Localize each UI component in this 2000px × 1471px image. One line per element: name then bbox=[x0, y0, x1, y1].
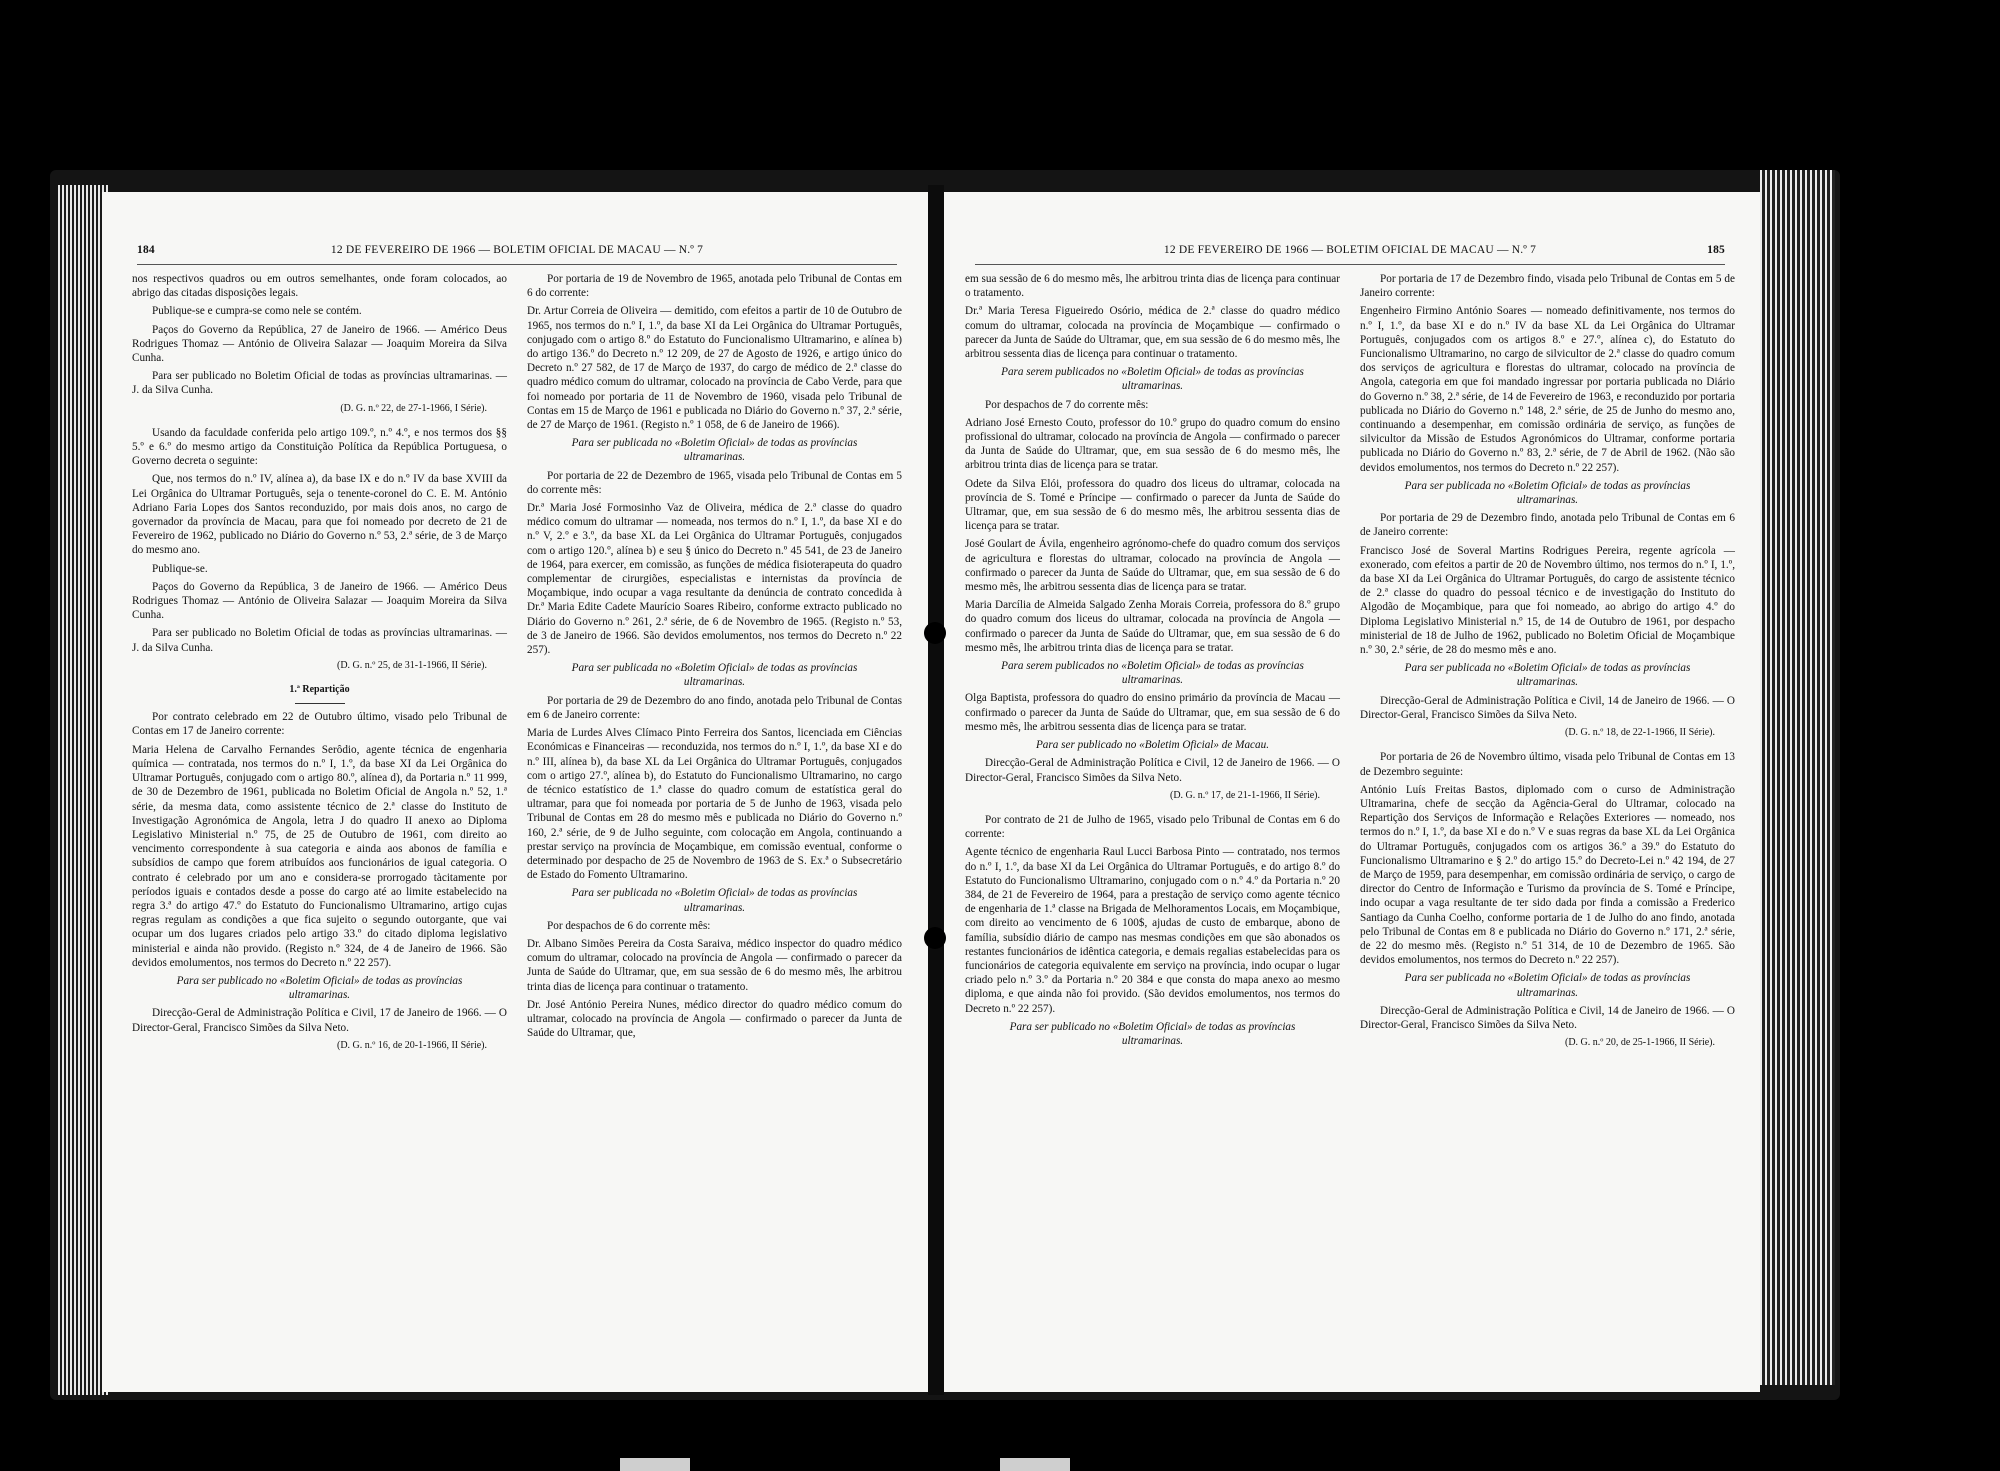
source-reference: (D. G. n.º 22, de 27-1-1966, I Série). bbox=[340, 402, 487, 414]
paragraph: Por portaria de 17 de Dezembro findo, visada pelo Tribunal de Contas em 5 de Janeiro corrente: bbox=[1360, 273, 1735, 300]
paragraph: Maria Darcília de Almeida Salgado Zenha Morais Correia, professora do 8.º grupo do quadro comum dos liceus do ultramar, colocada na província de Angola — confirmado o parecer da Junta de Saúde do Ultramar, que, em sua sessão de 6 do mesmo mês, lhe arbitrou trinta dias de licença para se tratar. bbox=[965, 599, 1340, 654]
paragraph: Para ser publicado no Boletim Oficial de todas as províncias ultramarinas. — J. da Silva Cunha. bbox=[132, 627, 507, 654]
paragraph: Olga Baptista, professora do quadro do ensino primário da província de Macau — confirmado o parecer da Junta de Saúde do Ultramar, que, em sua sessão de 6 do mesmo mês, lhe arbitrou sessenta dias de licença para se tratar. bbox=[965, 692, 1340, 733]
paragraph: Paços do Governo da República, 27 de Janeiro de 1966. — Américo Deus Rodrigues Thomaz — António de Oliveira Salazar — Joaquim Moreira da Silva Cunha. bbox=[132, 323, 507, 365]
source-reference: (D. G. n.º 16, de 20-1-1966, II Série). bbox=[336, 1039, 487, 1051]
publication-note: Para ser publicada no «Boletim Oficial» de todas as províncias ultramarinas. bbox=[571, 437, 858, 464]
paragraph: Direcção-Geral de Administração Política e Civil, 14 de Janeiro de 1966. — O Director-Geral, Francisco Simões da Silva Neto. bbox=[1360, 694, 1735, 721]
source-reference: (D. G. n.º 17, de 21-1-1966, II Série). bbox=[1169, 789, 1320, 801]
left-header-title: 12 DE FEVEREIRO DE 1966 — BOLETIM OFICIAL DE MACAU — N.º 7 bbox=[330, 244, 704, 256]
binding-hole bbox=[924, 927, 946, 949]
paragraph: Usando da faculdade conferida pelo artigo 109.º, n.º 4.º, e nos termos dos §§ 5.º e 6.º do mesmo artigo da Constituição Política da República Portuguesa, o Governo decreta o seguinte: bbox=[132, 426, 507, 468]
publication-note: Para ser publicada no «Boletim Oficial» de todas as províncias ultramarinas. bbox=[571, 662, 858, 689]
right-page bbox=[940, 192, 1760, 1392]
paragraph: Agente técnico de engenharia Raul Lucci Barbosa Pinto — contratado, nos termos do n.º I, 1.º, da base XI da Lei Orgânica do Ultramar Português, e do artigo 8.º do Estatuto do Funcionalismo Ultramarino, conjugado com o n.º 4.º da Portaria n.º 20 384, de 21 de Fevereiro de 1964, para a prestação de serviço como agente técnico de engenharia de 1.ª classe na Brigada de Melhoramentos Locais, em Moçambique, com direito ao vencimento de 6 100$, ajudas de custo de embarque, abono de família, subsídio diário de campo nas mesmas condições em que são abonados os restantes funcionários de idêntica categoria, e demais regalias estabelecidas para os funcionários de categoria equivalente em serviço na província, indo ocupar o lugar criado pelo n.º 3.º da Portaria n.º 20 384 e que consta do mapa anexo ao mesmo diploma, e que ainda não foi provido. (São devidos emolumentos, nos termos do Decreto n.º 22 257). bbox=[965, 846, 1340, 1015]
source-reference: (D. G. n.º 25, de 31-1-1966, II Série). bbox=[336, 659, 487, 671]
paragraph: Dr. Albano Simões Pereira da Costa Saraiva, médico inspector do quadro médico comum do ultramar, colocado na província de Angola — confirmado o parecer da Junta de Saúde do Ultramar, que, em sua sessão de 6 do mesmo mês, lhe arbitrou trinta dias de licença para continuar o tratamento. bbox=[527, 937, 902, 993]
paragraph: Direcção-Geral de Administração Política e Civil, 14 de Janeiro de 1966. — O Director-Geral, Francisco Simões da Silva Neto. bbox=[1360, 1004, 1735, 1031]
paragraph: Direcção-Geral de Administração Política e Civil, 17 de Janeiro de 1966. — O Director-Geral, Francisco Simões da Silva Neto. bbox=[132, 1007, 507, 1034]
paragraph: Dr.ª Maria José Formosinho Vaz de Oliveira, médica de 2.ª classe do quadro médico comum do ultramar — nomeada, nos termos do n.º I, 1.º, da base XI e do n.º V, 2.º e 3.º, da base XL da Lei Orgânica do Ultramar Português, conjugados com o artigo 120.º, alínea b) e seu § único do Decreto n.º 45 541, de 23 de Janeiro de 1964, para exercer, em comissão, as funções de médica fisioterapeuta do quadro complementar de cirurgiões, especialistas e internistas da província de Moçambique, indo ocupar a vaga resultante da denúncia de contrato concedida à Dr.ª Maria Edite Cadete Maurício Soares Ribeiro, conforme extracto publicado no Diário do Governo n.º 261, 2.ª série, de 6 de Novembro de 1965. (Registo n.º 53, de 3 de Janeiro de 1966. São devidos emolumentos, nos termos do Decreto n.º 22 257). bbox=[527, 502, 902, 657]
publication-note: Para ser publicada no «Boletim Oficial» de todas as províncias ultramarinas. bbox=[1404, 972, 1691, 999]
paragraph: António Luís Freitas Bastos, diplomado com o curso de Administração Ultramarina, chefe de secção da Agência-Geral do Ultramar, colocado na Repartição dos Serviços de Informação e Relações Exteriores — nomeado, nos termos do n.º I, 1.º, da base XI e do n.º V e suas regras da base XL da Lei Orgânica do Ultramar Português, conjugados com os artigos 36.º a 39.º do Estatuto do Funcionalismo Ultramarino e § 2.º do artigo 15.º do Decreto-Lei n.º 42 194, de 27 de Março de 1959, para desempenhar, em comissão ordinária de serviço, o cargo de director do Centro de Informação e Turismo da província de S. Tomé e Príncipe, indo ocupar a vaga resultante de ter sido dada por finda a comissão a Frederico Santiago da Cunha Coelho, conforme portaria de 1 de Julho do ano findo, anotada pelo Tribunal de Contas em 8 e publicada no Diário do Governo n.º 171, 2.ª série, de 22 do mesmo mês. (Registo n.º 51 314, de 10 de Dezembro de 1965. São devidos emolumentos, nos termos do Decreto n.º 22 257). bbox=[1360, 783, 1735, 967]
paragraph: Por contrato de 21 de Julho de 1965, visado pelo Tribunal de Contas em 6 do corrente: bbox=[965, 813, 1340, 841]
paragraph: Por despachos de 7 do corrente mês: bbox=[985, 398, 1149, 411]
paragraph: Maria Helena de Carvalho Fernandes Serôdio, agente técnica de engenharia química — contratada, nos termos do n.º I, 1.º, da base XI da Lei Orgânica do Ultramar Português, conjugado com o artigo 80.º, alínea d), da Portaria n.º 11 999, de 30 de Dezembro de 1961, publicada no Boletim Oficial de Angola n.º 52, 1.ª série, da mesma data, como assistente técnico de 2.ª classe do Instituto de Investigação Agronómica de Angola, letra J do quadro II anexo ao Diploma Legislativo Ministerial n.º 75, de 25 de Outubro de 1961, com direito ao vencimento correspondente à sua categoria e ainda aos abonos de família e subsídios de campo que forem atribuídos aos funcionários de igual categoria. O contrato é celebrado por um ano e considera-se prorrogado tàcitamente por períodos iguais e contados desde a posse do cargo até ao limite estabelecido na regra 3.ª do artigo 47.º do Estatuto do Funcionalismo Ultramarino, artigo cujas regras regulam as condições a que fica sujeito o segundo outorgante, que vai ocupar um dos lugares criados pelo artigo 33.º do citado diploma legislativo ministerial e ainda não provido. (Registo n.º 324, de 4 de Janeiro de 1966. São devidos emolumentos, nos termos do Decreto n.º 22 257). bbox=[132, 743, 507, 969]
paragraph: Adriano José Ernesto Couto, professor do 10.º grupo do quadro comum do ensino profissional do ultramar, colocado na província de Angola — confirmado o parecer da Junta de Saúde do Ultramar, que, em sua sessão de 6 do mesmo mês, lhe arbitrou trinta dias de licença para se tratar. bbox=[965, 416, 1340, 472]
left-column-2 bbox=[527, 272, 902, 1044]
paragraph: nos respectivos quadros ou em outros semelhantes, onde foram colocados, ao abrigo das citadas disposições legais. bbox=[132, 273, 507, 300]
paragraph: Maria de Lurdes Alves Clímaco Pinto Ferreira dos Santos, licenciada em Ciências Económicas e Financeiras — reconduzida, nos termos do n.º I, 1.º, da base XI e do n.º III, alínea b), da base XL da Lei Orgânica do Ultramar Português, conjugados com o artigo 27.º, alínea b), do Estatuto do Funcionalismo Ultramarino, no cargo de técnico estatístico de 1.ª classe do quadro comum de estatística geral do ultramar, para que foi nomeada por portaria de 5 de Junho de 1963, visada pelo Tribunal de Contas em 28 do mesmo mês e publicada no Diário do Governo n.º 160, 2.ª série, de 9 de Julho seguinte, com colocação em Angola, continuando a prestar serviço na província de Moçambique, em comissão eventual, conforme o determinado por despacho de 25 de Novembro de 1963 de S. Ex.ª o Subsecretário de Estado do Fomento Ultramarino. bbox=[527, 727, 902, 882]
right-page-number: 185 bbox=[1707, 244, 1725, 256]
publication-note: Para ser publicado no «Boletim Oficial» de todas as províncias ultramarinas. bbox=[176, 974, 463, 1002]
scan-artifact bbox=[1000, 1458, 1070, 1471]
paragraph: Por portaria de 22 de Dezembro de 1965, visada pelo Tribunal de Contas em 5 do corrente mês: bbox=[527, 469, 902, 496]
source-reference: (D. G. n.º 20, de 25-1-1966, II Série). bbox=[1564, 1037, 1715, 1049]
right-running-head bbox=[975, 244, 1725, 265]
scan-artifact bbox=[620, 1458, 690, 1471]
paragraph: Dr. José António Pereira Nunes, médico director do quadro médico comum do ultramar, colocado na província de Angola — confirmado o parecer da Junta de Saúde do Ultramar, que, bbox=[527, 998, 902, 1040]
publication-note: Para ser publicada no «Boletim Oficial» de todas as províncias ultramarinas. bbox=[571, 887, 858, 914]
left-running-head bbox=[137, 244, 897, 265]
paragraph: Por despachos de 6 do corrente mês: bbox=[547, 919, 711, 932]
page-edges-right bbox=[1760, 170, 1835, 1385]
paragraph: Paços do Governo da República, 3 de Janeiro de 1966. — Américo Deus Rodrigues Thomaz — António de Oliveira Salazar — Joaquim Moreira da Silva Cunha. bbox=[132, 580, 507, 622]
paragraph: Dr. Artur Correia de Oliveira — demitido, com efeitos a partir de 10 de Outubro de 1965, nos termos do n.º I, 1.º, da base XI da Lei Orgânica do Ultramar Português, conjugado com o artigo 8.º do Estatuto do Funcionalismo Ultramarino, e alínea b) do artigo 136.º do Decreto n.º 12 209, de 27 de Agosto de 1926, e artigo único do Decreto n.º 27 582, de 17 de Março de 1937, do cargo de médico de 2.ª classe do quadro médico comum do ultramar, colocado na província de Cabo Verde, para que foi nomeado por portaria de 11 de Novembro de 1960, visada pelo Tribunal de Contas em 15 de Março de 1961 e publicada no Diário do Governo n.º 37, 2.ª série, de 27 de Março de 1961. (Registo n.º 1 058, de 6 de Janeiro de 1966). bbox=[527, 305, 902, 432]
publication-note: Para serem publicados no «Boletim Oficial» de todas as províncias ultramarinas. bbox=[1001, 660, 1304, 687]
right-column-1 bbox=[965, 272, 1340, 1052]
binding-hole bbox=[924, 622, 946, 644]
paragraph: José Goulart de Ávila, engenheiro agrónomo-chefe do quadro comum dos serviços de agricultura e florestas do ultramar, colocado na província de Angola — confirmado o parecer da Junta de Saúde do Ultramar, que, em sua sessão de 6 do mesmo mês, lhe arbitrou sessenta dias de licença para se tratar. bbox=[965, 538, 1340, 594]
source-reference: (D. G. n.º 18, de 22-1-1966, II Série). bbox=[1564, 727, 1715, 739]
publication-note: Para ser publicada no «Boletim Oficial» de todas as províncias ultramarinas. bbox=[1404, 479, 1691, 507]
paragraph: Odete da Silva Elói, professora do quadro dos liceus do ultramar, colocada na província de S. Tomé e Príncipe — confirmado o parecer da Junta de Saúde do Ultramar, que, em sua sessão de 6 do mesmo mês, lhe arbitrou sessenta dias de licença para se tratar. bbox=[965, 477, 1340, 533]
paragraph: Francisco José de Soveral Martins Rodrigues Pereira, regente agrícola — exonerado, com efeitos a partir de 20 de Novembro último, nos termos do n.º I, 1.º, da base XI da Lei Orgânica do Ultramar Português, do cargo de assistente técnico de 2.ª classe do quadro do pessoal técnico e de investigação do Instituto do Algodão de Moçambique, para que foi nomeado, ao abrigo do artigo 4.º do Diploma Legislativo Ministerial n.º 15, de 14 de Outubro de 1961, por despacho ministerial de 18 de Julho de 1962, publicado no Boletim Oficial de Moçambique n.º 30, 2.ª série, de 28 do mesmo mês e ano. bbox=[1360, 544, 1735, 657]
paragraph: Por portaria de 29 de Dezembro findo, anotada pelo Tribunal de Contas em 6 de Janeiro corrente: bbox=[1360, 512, 1735, 539]
paragraph: Publique-se e cumpra-se como nele se contém. bbox=[152, 305, 362, 318]
section-rule bbox=[295, 703, 345, 704]
publication-note: Para ser publicado no «Boletim Oficial» de todas as províncias ultramarinas. bbox=[1009, 1020, 1296, 1047]
paragraph: Direcção-Geral de Administração Política e Civil, 12 de Janeiro de 1966. — O Director-Geral, Francisco Simões da Silva Neto. bbox=[965, 757, 1340, 784]
book-gutter bbox=[928, 185, 944, 1395]
section-heading: 1.ª Repartição bbox=[289, 684, 350, 696]
paragraph: em sua sessão de 6 do mesmo mês, lhe arbitrou trinta dias de licença para continuar o tratamento. bbox=[965, 273, 1340, 300]
paragraph: Para ser publicado no Boletim Oficial de todas as províncias ultramarinas. — J. da Silva Cunha. bbox=[132, 370, 507, 397]
page-edges-left bbox=[58, 185, 108, 1395]
publication-note: Para ser publicada no «Boletim Oficial» de todas as províncias ultramarinas. bbox=[1404, 662, 1691, 689]
paragraph: Publique-se. bbox=[152, 562, 208, 575]
paragraph: Dr.ª Maria Teresa Figueiredo Osório, médica de 2.ª classe do quadro médico comum do ultramar, colocada na província de Moçambique — confirmado o parecer da Junta de Saúde do Ultramar, que, em sua sessão de 6 do mesmo mês, lhe arbitrou sessenta dias de licença para continuar o tratamento. bbox=[965, 305, 1340, 361]
paragraph: Que, nos termos do n.º IV, alínea a), da base IX e do n.º IV da base XVIII da Lei Orgânica do Ultramar Português, seja o tenente-coronel do C. E. M. António Adriano Faria Lopes dos Santos reconduzido, por mais dois anos, no cargo de governador da província de Macau, para que foi nomeado por decreto de 21 de Fevereiro de 1962, publicado no Diário do Governo n.º 53, 2.ª série, de 3 de Março do mesmo ano. bbox=[132, 473, 507, 557]
paragraph: Engenheiro Firmino António Soares — nomeado definitivamente, nos termos do n.º I, 1.º, da base XI e do n.º IV da base XL da Lei Orgânica do Ultramar Português, conjugados com os artigos 8.º e 27.º, alínea c), do Estatuto do Funcionalismo Ultramarino, no cargo de silvicultor de 2.ª classe do quadro comum dos serviços de agricultura e florestas do ultramar, colocado na província de Angola, categoria em que foi mandado ingressar por portaria publicada no Diário do Governo n.º 38, 2.ª série, de 14 de Fevereiro de 1963, e reconduzido por portaria publicada no Diário do Governo n.º 148, 2.ª série, de 25 de Junho do mesmo ano, continuando a desempenhar, em comissão ordinária de serviço, as funções de silvicultor da Missão de Estudos Agronómicos do Ultramar, conforme portaria publicada no Diário do Governo n.º 83, 2.ª série, de 7 de Abril de 1962. (Não são devidos emolumentos, nos termos do Decreto n.º 22 257). bbox=[1360, 305, 1735, 474]
right-column-2 bbox=[1360, 272, 1735, 1060]
right-header-title: 12 DE FEVEREIRO DE 1966 — BOLETIM OFICIAL DE MACAU — N.º 7 bbox=[1163, 244, 1537, 256]
left-column-1 bbox=[132, 272, 507, 1063]
left-page-number: 184 bbox=[137, 244, 155, 256]
publication-note: Para ser publicado no «Boletim Oficial» de Macau. bbox=[1035, 739, 1270, 752]
paragraph: Por portaria de 26 de Novembro último, visada pelo Tribunal de Contas em 13 de Dezembro seguinte: bbox=[1360, 751, 1735, 778]
paragraph: Por portaria de 19 de Novembro de 1965, anotada pelo Tribunal de Contas em 6 do corrente: bbox=[527, 273, 902, 300]
left-page bbox=[102, 192, 932, 1392]
publication-note: Para serem publicados no «Boletim Oficial» de todas as províncias ultramarinas. bbox=[1001, 366, 1304, 393]
paragraph: Por contrato celebrado em 22 de Outubro último, visado pelo Tribunal de Contas em 17 de Janeiro corrente: bbox=[132, 711, 507, 738]
paragraph: Por portaria de 29 de Dezembro do ano findo, anotada pelo Tribunal de Contas em 6 de Janeiro corrente: bbox=[527, 694, 902, 721]
